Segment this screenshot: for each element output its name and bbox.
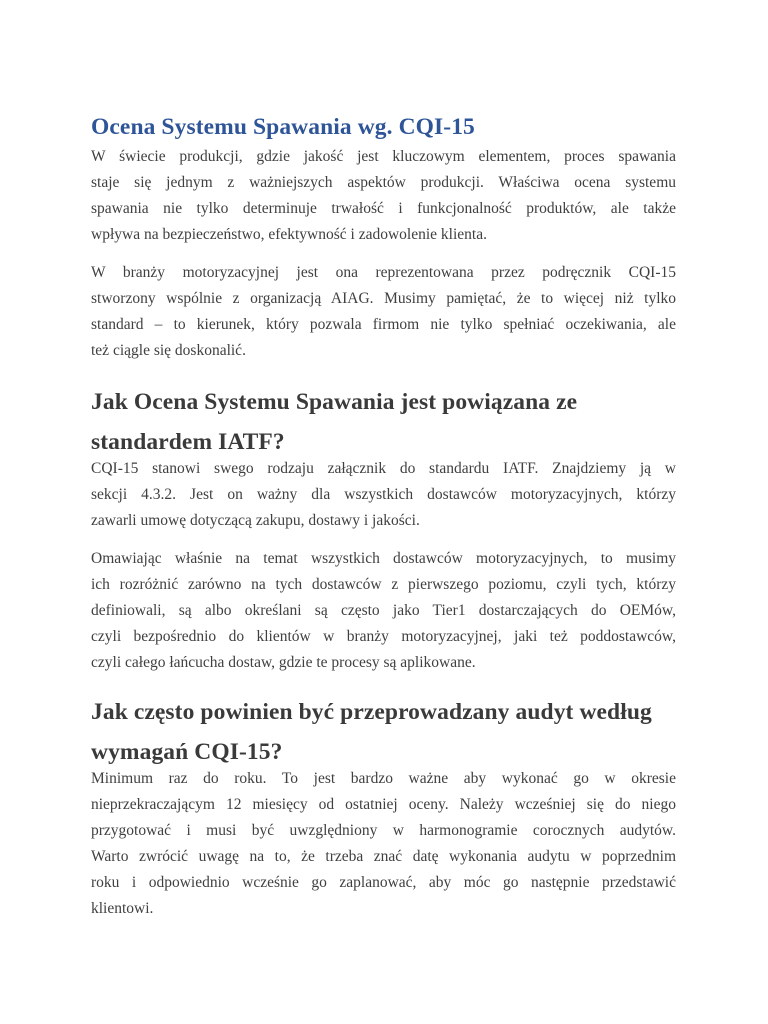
section-heading-audit-frequency: Jak często powinien być przeprowadzany audyt według wymagań CQI-15?: [91, 699, 652, 765]
audit-paragraph-1: Minimum raz do roku. To jest bardzo ważne aby wykonać go w okresie nieprzekraczającym 12 miesięcy od ostatniej oceny. Należy wcześniej się do niego przygotować i musi być uwzględniony w harmonogramie corocznych audytów. Warto zwrócić uwagę na to, że trzeba znać datę wykonania audytu w poprzednim roku i odpowiednio wcześnie go zaplanować, aby móc go następnie przedstawić klientowi.: [91, 770, 676, 917]
page-title: Ocena Systemu Spawania wg. CQI-15: [91, 114, 475, 140]
section-heading-iatf: Jak Ocena Systemu Spawania jest powiązana ze standardem IATF?: [91, 389, 578, 455]
iatf-paragraph-1: CQI-15 stanowi swego rodzaju załącznik do standardu IATF. Znajdziemy ją w sekcji 4.3.2. Jest on ważny dla wszystkich dostawców motoryzacyjnych, którzy zawarli umowę dotyczącą zakupu, dostawy i jakości.: [91, 460, 676, 529]
iatf-paragraph-2: Omawiając właśnie na temat wszystkich dostawców motoryzacyjnych, to musimy ich rozróżnić zarówno na tych dostawców z pierwszego poziomu, czyli tych, którzy definiowali, są albo określani są często jako Tier1 dostarczających do OEMów, czyli bezpośrednio do klientów w branży motoryzacyjnej, jaki też poddostawców, czyli całego łańcucha dostaw, gdzie te procesy są aplikowane.: [91, 550, 676, 671]
intro-paragraph-2: W branży motoryzacyjnej jest ona reprezentowana przez podręcznik CQI-15 stworzony wspólnie z organizacją AIAG. Musimy pamiętać, że to więcej niż tylko standard – to kierunek, który pozwala firmom nie tylko spełniać oczekiwania, ale też ciągle się doskonalić.: [91, 264, 676, 359]
document-content: [91, 108, 676, 922]
intro-paragraph-1: W świecie produkcji, gdzie jakość jest kluczowym elementem, proces spawania staje się jednym z ważniejszych aspektów produkcji. Właściwa ocena systemu spawania nie tylko determinuje trwałość i funkcjonalność produktów, ale także wpływa na bezpieczeństwo, efektywność i zadowolenie klienta.: [91, 148, 676, 243]
